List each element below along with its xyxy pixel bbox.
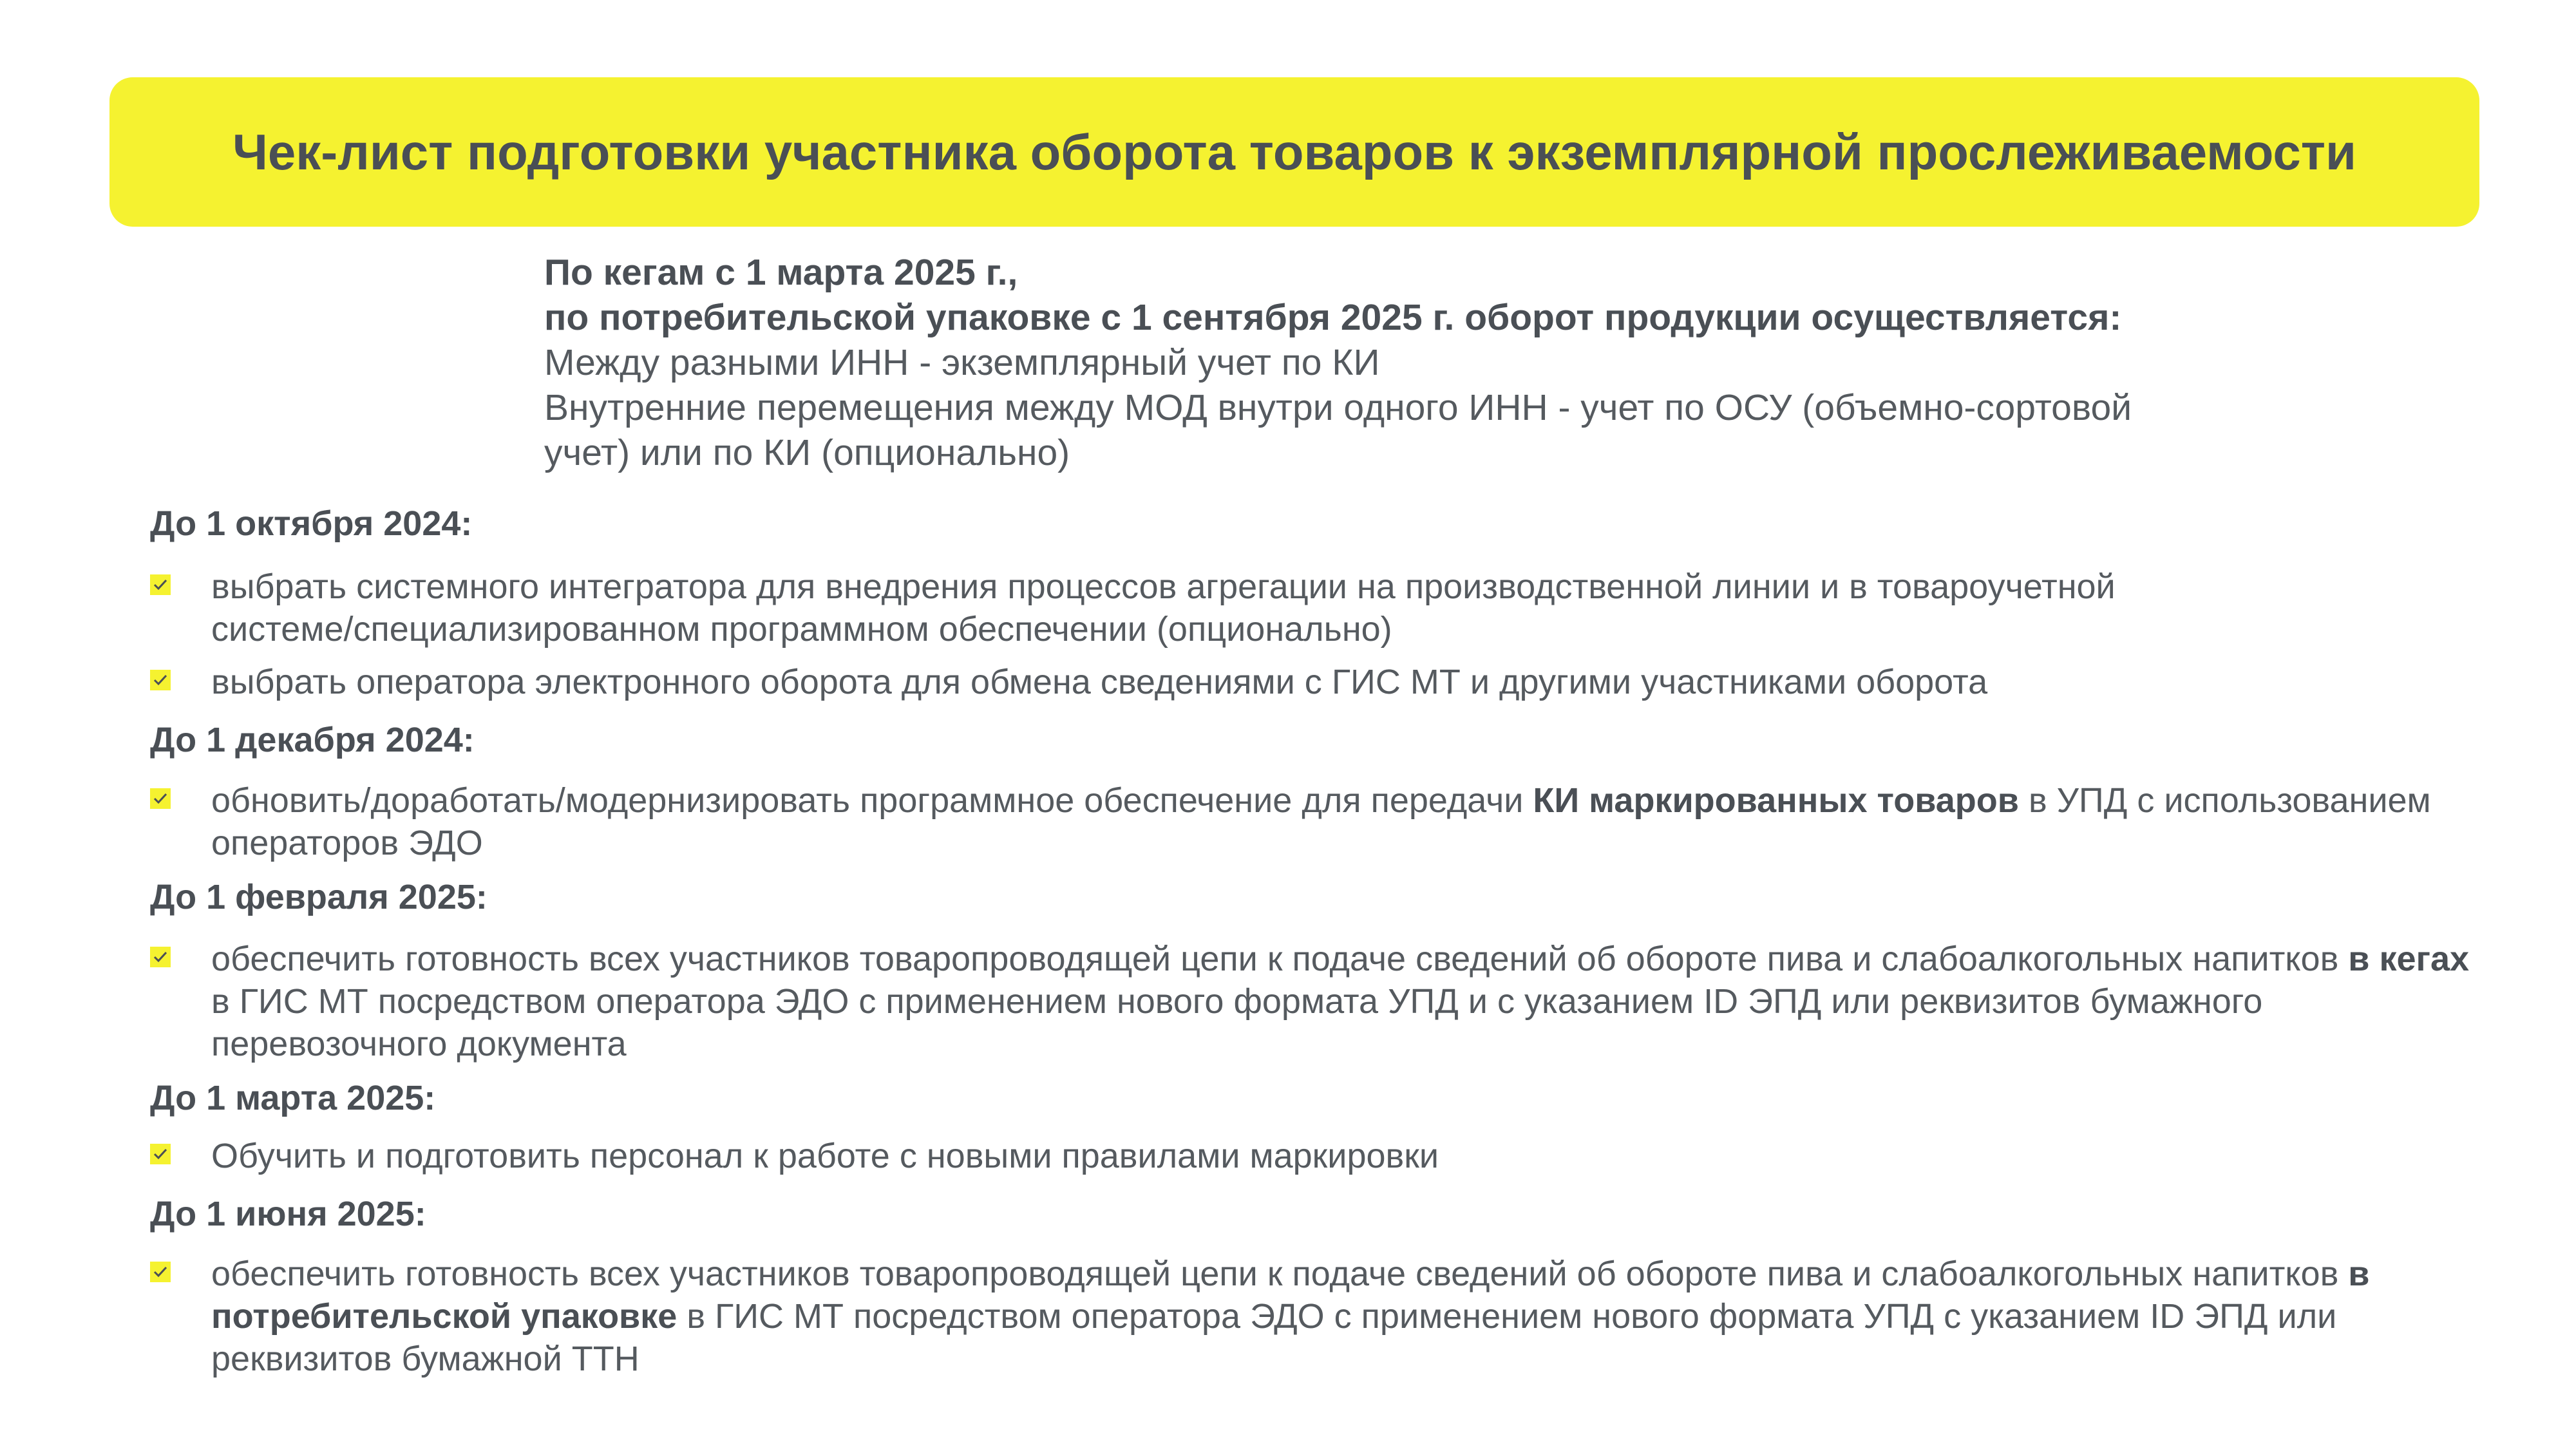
checklist-item-text	[211, 938, 2504, 1065]
item-line: системе/специализированном программном обеспечении (опционально)	[211, 610, 1392, 649]
page-title: Чек-лист подготовки участника оборота товаров к экземплярной прослеживаемости	[232, 123, 2356, 180]
item-text-part: в ГИС МТ посредством оператора ЭДО с применением нового формата УПД с указанием ID ЭПД или	[677, 1297, 2337, 1336]
item-line	[211, 1295, 2504, 1338]
intro-line-4: Внутренние перемещения между МОД внутри одного ИНН - учет по ОСУ (объемно-сортовой	[544, 387, 2132, 428]
section-heading: До 1 февраля 2025:	[150, 878, 488, 916]
checklist-item-text	[211, 565, 2504, 650]
checklist-item-text	[211, 661, 2504, 703]
item-line	[211, 1253, 2504, 1295]
section-heading: До 1 декабря 2024:	[150, 721, 475, 759]
item-text-part: обеспечить готовность всех участников товаропроводящей цепи к подаче сведений об обороте пива и слабоалкогольных напитков	[211, 1255, 2349, 1293]
title-banner	[109, 77, 2479, 227]
item-text-part: обеспечить готовность всех участников товаропроводящей цепи к подаче сведений об обороте пива и слабоалкогольных напитков	[211, 940, 2349, 978]
checkbox-checked-icon	[150, 1262, 171, 1282]
checkbox-checked-icon	[150, 788, 171, 809]
checkbox-checked-icon	[150, 574, 171, 595]
item-line: Обучить и подготовить персонал к работе с новыми правилами маркировки	[211, 1137, 1439, 1175]
intro-line-5: учет) или по КИ (опционально)	[544, 432, 1070, 473]
intro-line-2: по потребительской упаковке с 1 сентября 2025 г. оборот продукции осуществляется:	[544, 297, 2122, 338]
item-line	[211, 938, 2504, 980]
section-heading: До 1 марта 2025:	[150, 1079, 436, 1117]
item-line: операторов ЭДО	[211, 824, 483, 862]
item-text-emphasis: в кегах	[2348, 940, 2470, 978]
intro-block	[544, 250, 2283, 475]
item-line: перевозочного документа	[211, 1025, 627, 1063]
item-text-part: обновить/доработать/модернизировать программное обеспечение для передачи	[211, 781, 1533, 820]
item-line: выбрать оператора электронного оборота для обмена сведениями с ГИС МТ и другими участниками оборота	[211, 663, 1988, 701]
section-heading: До 1 июня 2025:	[150, 1195, 426, 1233]
item-line	[211, 779, 2504, 822]
checkbox-checked-icon	[150, 947, 171, 967]
item-text-emphasis: потребительской упаковке	[211, 1297, 677, 1336]
item-text-part: в УПД с использованием	[2018, 781, 2431, 820]
checkbox-checked-icon	[150, 1144, 171, 1164]
item-line: реквизитов бумажной ТТН	[211, 1340, 639, 1378]
item-text-emphasis: в	[2348, 1255, 2370, 1293]
checklist-item-text	[211, 1253, 2504, 1380]
section-heading: До 1 октября 2024:	[150, 504, 473, 543]
intro-line-1: По кегам с 1 марта 2025 г.,	[544, 252, 1018, 293]
item-line: в ГИС МТ посредством оператора ЭДО с применением нового формата УПД и с указанием ID ЭПД или реквизитов бумажного	[211, 982, 2263, 1021]
item-text-emphasis: КИ маркированных товаров	[1533, 781, 2019, 820]
item-line: выбрать системного интегратора для внедрения процессов агрегации на производственной линии и в товароучетной	[211, 567, 2116, 606]
intro-line-3: Между разными ИНН - экземплярный учет по КИ	[544, 342, 1380, 383]
checklist-item-text	[211, 779, 2504, 864]
checklist-item-text	[211, 1135, 2504, 1177]
checkbox-checked-icon	[150, 670, 171, 690]
